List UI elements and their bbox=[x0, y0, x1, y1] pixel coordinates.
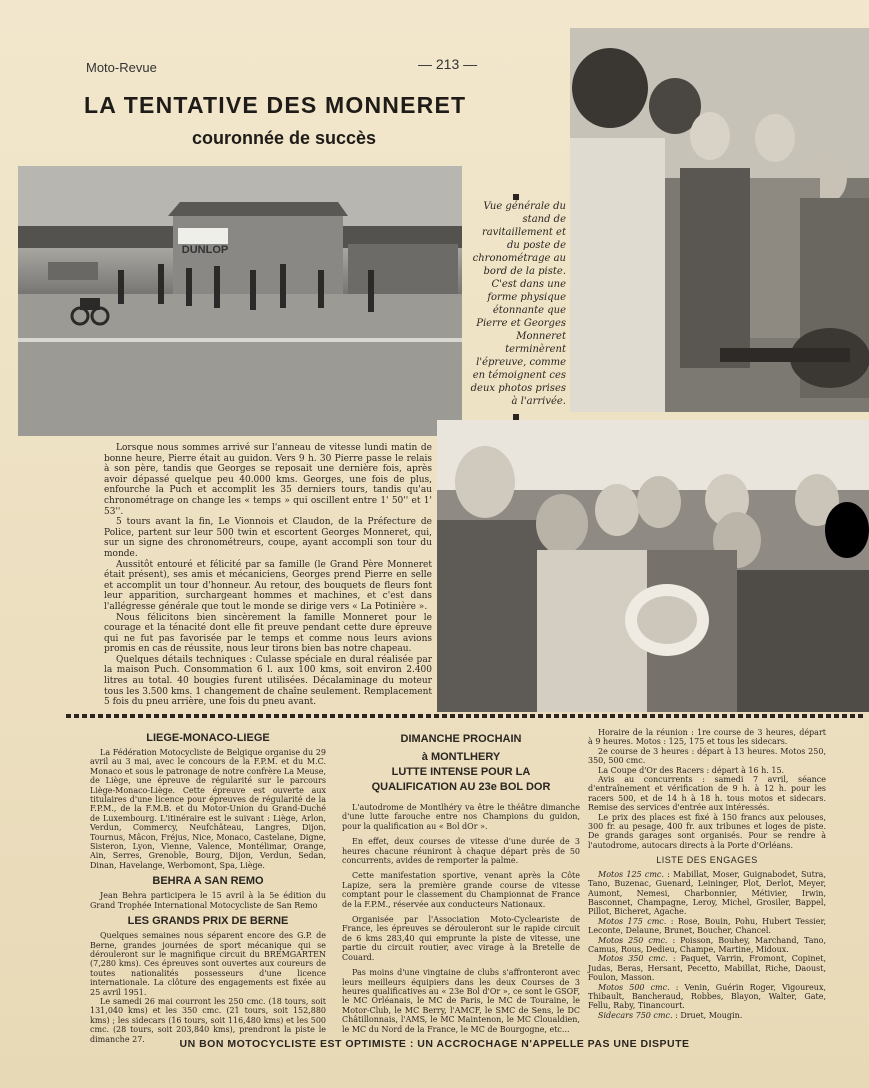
section-divider bbox=[66, 714, 866, 718]
montlhery-title-4: QUALIFICATION AU 23e BOL DOR bbox=[371, 781, 551, 793]
photo-caption-text: Vue générale du stand de ravitaillement et du poste de chronométrage au bord de la piste. C'est dans une forme physique étonnante que Pierre et Georges Monneret terminèrent l'épreuve, comme en témoignent ces deux photos prises à l'arrivée. bbox=[470, 201, 566, 407]
article-subtitle: couronnée de succès bbox=[192, 128, 377, 148]
berne-text: Quelques semaines nous séparent encore des G.P. de Berne, grandes journées de sport mécanique qui se dérouleront sur le magnifique circuit du BREMGARTEN (7,280 kms). Ces épreuves sont ouvertes aux coureurs de toutes nationalités possesseurs d'une licence internationale. La clôture des engagements est fixée au 25 avril 1951. bbox=[90, 931, 326, 997]
entry-names: : Mabillat, Moser, Guignabodet, Sutra, Tano, Buzenac, Guenard, Leininger, Plot, Derlot, Meyer, Aumont, Nemesi, Charbonnier, Métivier, Irwin, Basconnet, Champagne, Leroy, Michel, Grosiler, Bappel, Pillot, Bicheret, Agache. bbox=[588, 869, 826, 917]
photo-family-celebration bbox=[437, 420, 869, 712]
schedule-paragraph: Avis au concurrents : samedi 7 avril, séance d'entraînement et vérification de 9 h. à 12 h. pour les racers 500, et de 14 h à 18 h. tous motos et sidecars. Remise des services d'entrée aux intéressés. bbox=[588, 775, 826, 813]
entry-category-label: Motos 500 cmc. bbox=[598, 982, 670, 992]
photo-riders-drawing bbox=[570, 28, 869, 412]
entry-category bbox=[588, 983, 826, 1011]
entry-category-label: Motos 250 cmc. bbox=[598, 935, 668, 945]
article-paragraph: Quelques détails techniques : Culasse spéciale en dural réalisée par la maison Puch. Consommation 6 l. aux 100 kms, soit environ 2.400 litres au total. 40 bougies furent utilisées. Décalaminage du moteur tous les 3.500 kms. 1 changement de chaîne seulement. Remplacement 5 fois du pneu arrière, une fois du pneu avant. bbox=[104, 654, 432, 708]
berne-text-2: Le samedi 26 mai courront les 250 cmc. (18 tours, soit 131,040 kms) et les 350 cmc. (21 tours, soit 152,880 kms) ; les sidecars (16 tours, soit 116,480 kms) et les 500 cmc. (28 tours, soit 203,840 kms), prendront la piste le dimanche 27. bbox=[90, 996, 326, 1044]
entry-names: : Venin, Guérin Roger, Vigoureux, Thibault, Bancheraud, Robbes, Blayon, Walter, Gate, Fellu, Raby, Tinancourt. bbox=[588, 982, 827, 1011]
entry-names: : Poisson, Bouhey, Marchand, Tano, Camus, Rous, Dedieu, Champe, Martine, Midoux. bbox=[588, 935, 826, 954]
article-body bbox=[104, 443, 432, 708]
entry-category bbox=[588, 954, 826, 982]
photo-family-drawing bbox=[437, 420, 869, 712]
entry-category-label: Sidecars 750 cmc. bbox=[598, 1010, 673, 1020]
entry-category-label: Motos 125 cmc. bbox=[598, 869, 664, 879]
behra-title: BEHRA A SAN REMO bbox=[152, 875, 264, 888]
photo-pit-stand bbox=[18, 166, 462, 436]
page-number: — 213 — bbox=[418, 56, 478, 72]
entry-names: : Rose, Bouin, Pohu, Hubert Tessier, Leconte, Delaune, Brunet, Boucher, Chancel. bbox=[588, 916, 826, 936]
schedule-paragraph: 2e course de 3 heures : départ à 13 heures. Motos 250, 350, 500 cmc. bbox=[588, 746, 826, 766]
article-paragraph: Aussitôt entouré et félicité par sa famille (le Grand Père Monneret était présent), ses amis et mécaniciens, Georges prend Pierre en selle et accomplit un tour d'honneur. Au retour, des bouquets de fleurs font leur apparition, surchargeant hommes et machines, et c'est dans l'allégresse générale que tout le monde se dirige vers « La Potinière ». bbox=[104, 559, 432, 612]
middle-column bbox=[342, 730, 580, 1034]
entries-list bbox=[588, 870, 826, 1021]
caption-square-top bbox=[513, 194, 519, 200]
schedule-paragraph: Horaire de la réunion : 1re course de 3 heures, départ à 9 heures. Motos : 125, 175 et tous les sidecars. bbox=[588, 728, 826, 747]
article-paragraph: Lorsque nous sommes arrivé sur l'anneau de vitesse lundi matin de bonne heure, Pierre était au guidon. Vers 9 h. 30 Pierre passe le relais à son père, tandis que Georges se reposait une dernière fois, après avoir dépassé quelque peu 40.000 kms. Georges, une fois de plus, enfourche la Puch et accomplit les 35 derniers tours, tandis qu'au chronométrage on change les « temps » qui oscillent entre 1' 50'' et 1' 53''. bbox=[104, 443, 432, 517]
berne-title: LES GRANDS PRIX DE BERNE bbox=[127, 915, 289, 928]
entry-category bbox=[588, 870, 826, 917]
montlhery-paragraph: Organisée par l'Association Moto-Cycleariste de France, les épreuves se dérouleront sur le rapide circuit de 6 kms 283,40 qui emprunte la piste de vitesse, une partie du circuit routier, avec virage à la Bretelle de Couard. bbox=[342, 915, 580, 962]
article-title: LA TENTATIVE DES MONNERET bbox=[84, 92, 467, 118]
liege-title: LIEGE-MONACO-LIEGE bbox=[146, 732, 270, 744]
article-paragraph: Nous félicitons bien sincèrement la famille Monneret pour le courage et la ténacité dont elle fit preuve pendant cette dure épreuve qui ne fut pas favorisée par le temps et comme nous leurs avions promis en cas de réussite, nous leur tirons bien bas notre chapeau. bbox=[104, 612, 432, 655]
montlhery-title-1: DIMANCHE PROCHAIN bbox=[400, 733, 522, 745]
left-column bbox=[90, 730, 326, 1044]
schedule-paragraph: La Coupe d'Or des Racers : départ à 16 h. 15. bbox=[598, 765, 785, 775]
montlhery-paragraph: Cette manifestation sportive, venant après la Côte Lapize, sera la première grande course de vitesse comptant pour le classement du Championnat de France de la F.P.M., réservée aux conducteurs Nationaux. bbox=[342, 871, 580, 909]
schedule-paragraph: Le prix des places est fixé à 150 francs aux pelouses, 300 fr. au pesage, 400 fr. aux tribunes et loges de piste. De grands garages sont organisés. Pour se rendre à l'autodrome, autocars directs à la Porte d'Orléans. bbox=[588, 812, 826, 850]
photo-pit-stand-drawing bbox=[18, 166, 462, 436]
entry-names: : Druet, Mougin. bbox=[672, 1010, 743, 1020]
footer-slogan: UN BON MOTOCYCLISTE EST OPTIMISTE : UN ACCROCHAGE N'APPELLE PAS UNE DISPUTE bbox=[179, 1038, 690, 1050]
montlhery-paragraph: Pas moins d'une vingtaine de clubs s'affronteront avec leurs meilleurs équipiers dans les deux Courses de 3 heures qualificatives au « 23e Bol d'Or », ce sont le GSOF, le MC Orléanais, le MC de Paris, le MC de Touraine, le Motor-Club, le MC Berry, l'AMCF, le SMC de Sens, le DC Châtillonnais, l'AMS, le MC Maintenon, le MC Cloualdien, le MC du Nord de la France, le MC de Bourgogne, etc... bbox=[342, 968, 580, 1034]
montlhery-title-3: LUTTE INTENSE POUR LA bbox=[391, 766, 531, 778]
dunlop-sign: DUNLOP bbox=[181, 244, 229, 256]
article-paragraph: 5 tours avant la fin, Le Vionnois et Claudon, de la Préfecture de Police, partent sur leur 500 twin et escortent Georges Monneret, qui, sur un signe des chronométreurs, coupe, ayant accompli son tour du monde. bbox=[104, 517, 432, 559]
right-column bbox=[588, 728, 826, 1020]
entries-list-title: LISTE DES ENGAGES bbox=[656, 855, 758, 866]
liege-text: La Fédération Motocycliste de Belgique organise du 29 avril au 3 mai, avec le concours de la F.P.M. et du M.C. Monaco et sous le patronage de notre confrère La Meuse, de Liège, une épreuve de régularité sur le parcours Liège-Monaco-Liège. Cette épreuve est ouverte aux titulaires d'une licence pour épreuves de régularité de la F.P.M., de la F.M.B. et du Motor-Union du Grand-Duché de Luxembourg. L'itinéraire est le suivant : Liège, Arlon, Verdun, Commercy, Neufchâteau, Langres, Dijon, Tournus, Mâcon, Fréjus, Nice, Monaco, Castelane, Digne, Sisteron, Lyon, Vienne, Valence, Montélimar, Orange, Ain, Serres, Grenoble, Bourg, Dijon, Verdun, Sedan, Dinan, Havelange, Werbomont, Spa, Liège. bbox=[90, 748, 326, 870]
entry-category bbox=[588, 917, 826, 936]
montlhery-title-2: à MONTLHERY bbox=[421, 751, 501, 763]
photo-caption bbox=[466, 194, 566, 420]
entry-category bbox=[588, 936, 826, 955]
entry-category-label: Motos 175 cmc. bbox=[598, 916, 667, 926]
photo-riders-arrival bbox=[570, 28, 869, 412]
entry-category bbox=[588, 1011, 826, 1020]
behra-text: Jean Behra participera le 15 avril à la 5e édition du Grand Trophée International Motocycliste de San Remo bbox=[90, 891, 326, 910]
entry-names: : Paquet, Varrin, Fromont, Copinet, Judas, Beras, Hersant, Pecetto, Mabillat, Riche, Daoust, Foulon, Masson. bbox=[588, 954, 827, 983]
montlhery-paragraph: L'autodrome de Montlhéry va être le théâtre dimanche d'une lutte farouche entre nos Champions du guidon, pour la qualification au « Bol dOr ». bbox=[342, 803, 580, 831]
montlhery-paragraph: En effet, deux courses de vitesse d'une durée de 3 heures chacune réuniront à chaque départ près de 50 concurrents, avides de remporter la palme. bbox=[342, 837, 580, 866]
magazine-name: Moto-Revue bbox=[86, 60, 157, 75]
entry-category-label: Motos 350 cmc. bbox=[598, 954, 668, 964]
